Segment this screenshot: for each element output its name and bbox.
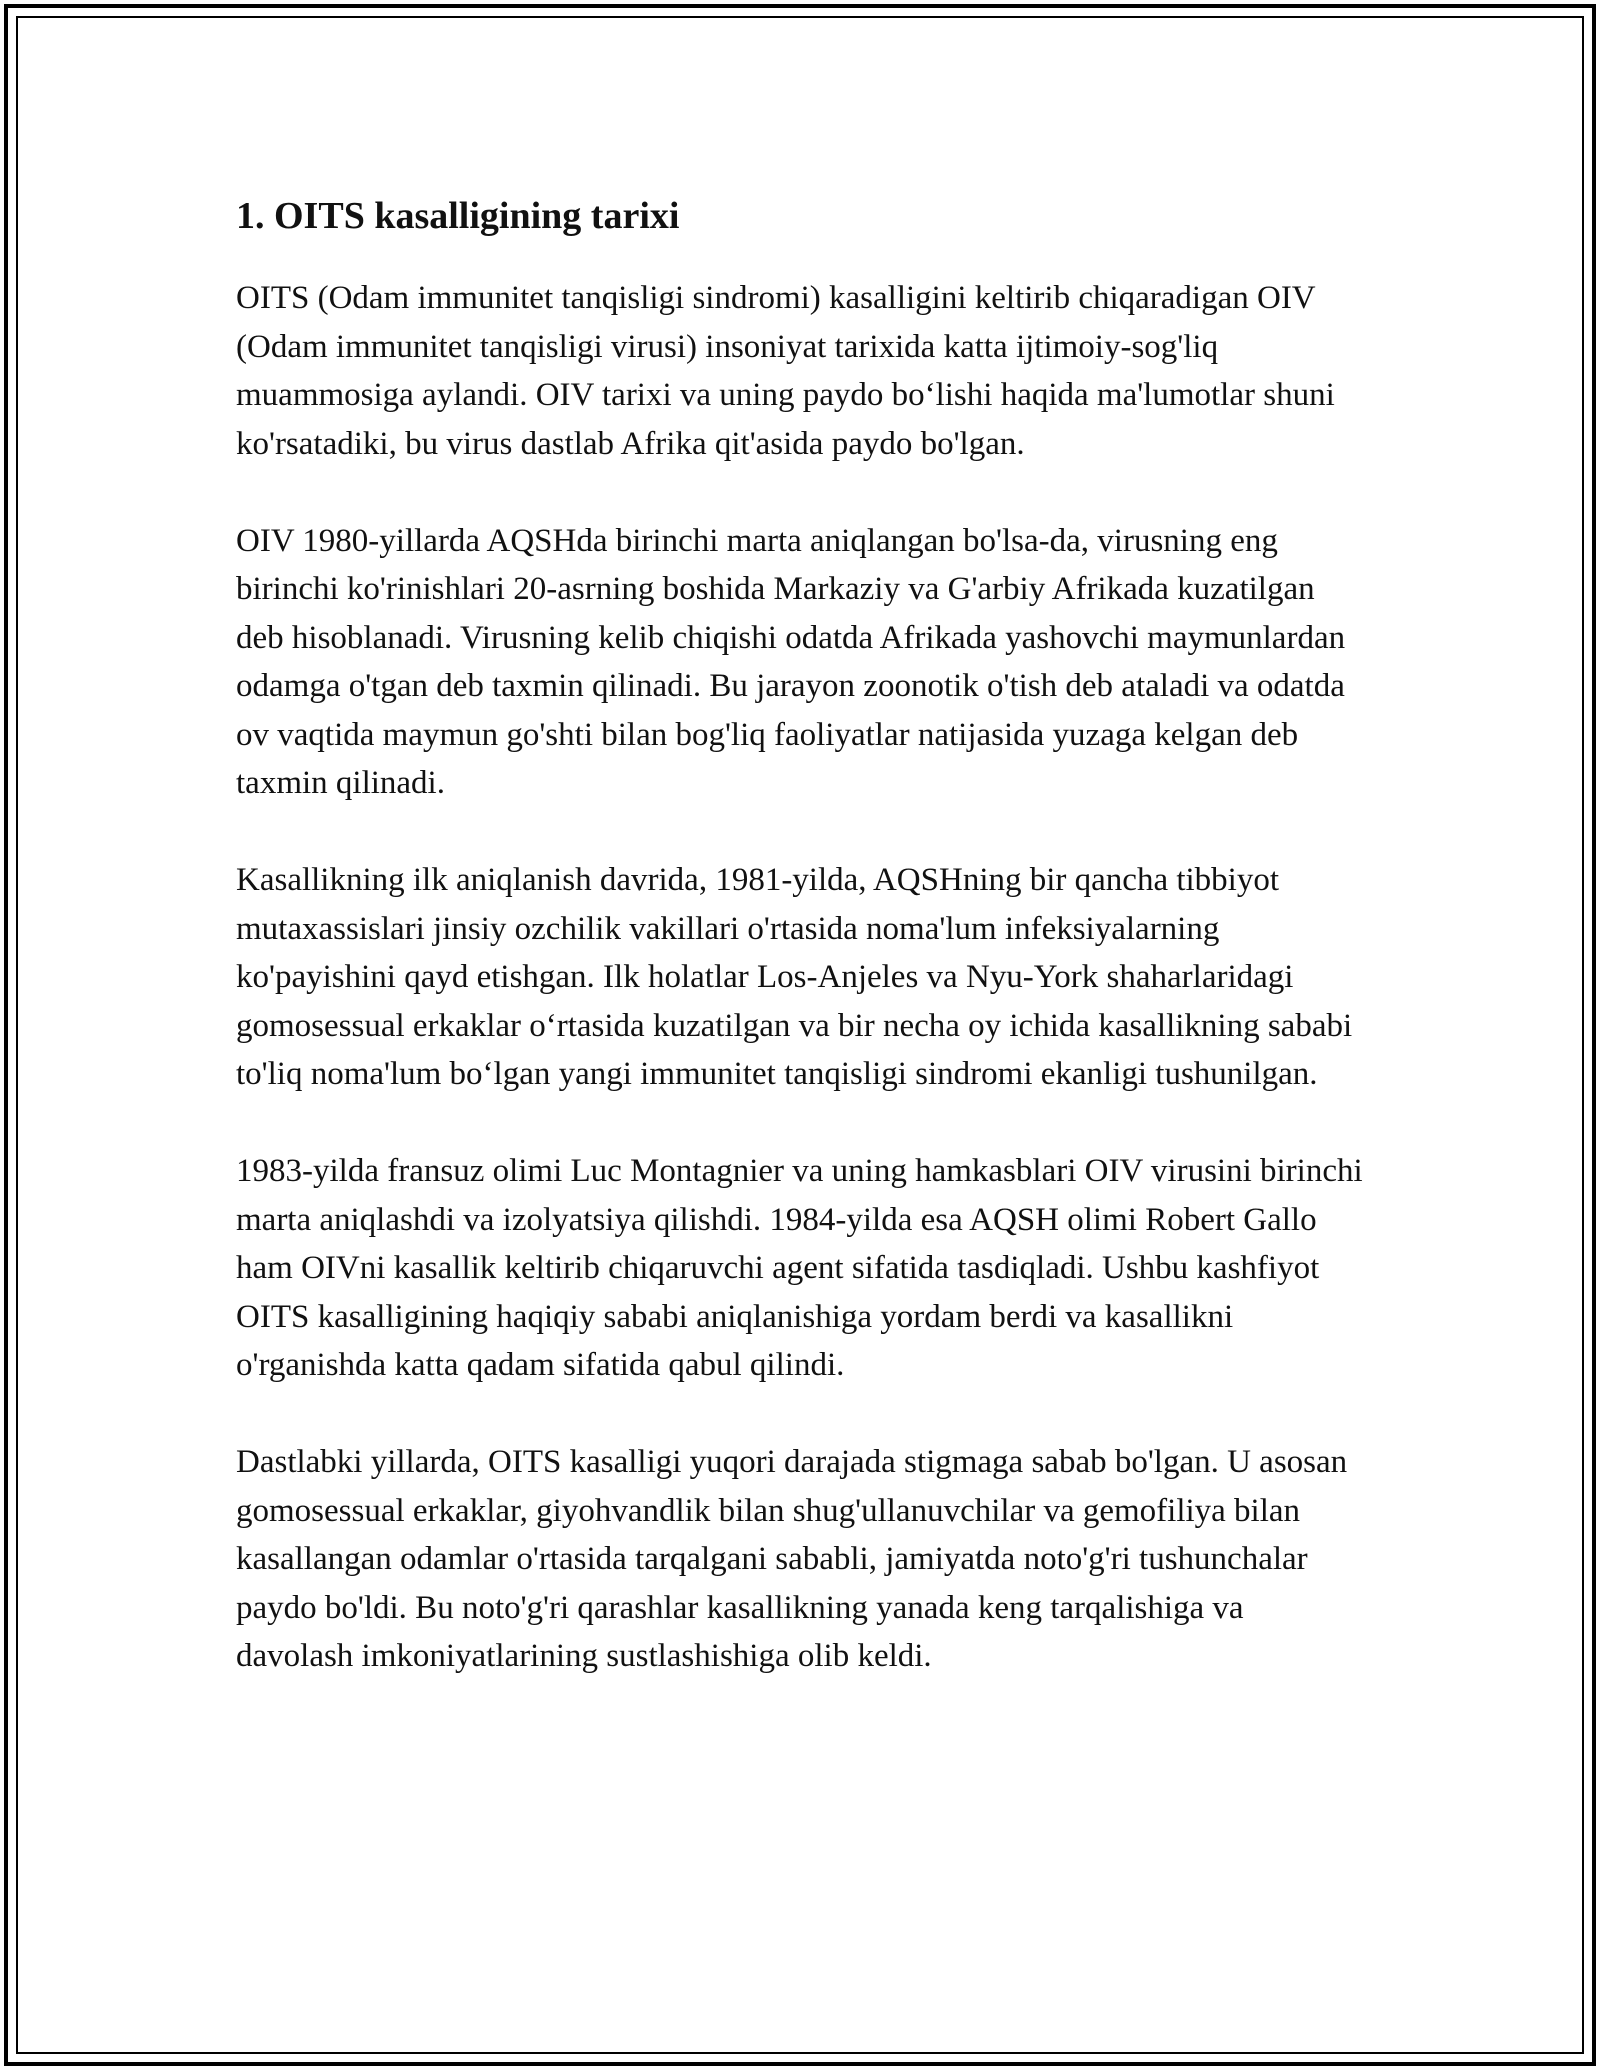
document-body: [236, 186, 1366, 1729]
paragraph-stigma: Dastlabki yillarda, OITS kasalligi yuqori darajada stigmaga sabab bo'lgan. U asosan gomosessual erkaklar, giyohvandlik bilan shug'ullanuvchilar va gemofiliya bilan kasallangan odamlar o'rtasida tarqalgani sababli, jamiyatda noto'g'ri tushunchalar paydo bo'ldi. Bu noto'g'ri qarashlar kasallikning yanada keng tarqalishiga va davolash imkoniyatlarining sustlashishiga olib keldi.: [236, 1444, 1348, 1674]
section-heading: 1. OITS kasalligining tarixi: [236, 195, 680, 237]
paragraph-zoonotic-transmission: OIV 1980-yillarda AQSHda birinchi marta aniqlangan bo'lsa-da, virusning eng birinchi ko'rinishlari 20-asrning boshida Markaziy va G'arbiy Afrikada kuzatilgan deb hisoblanadi. Virusning kelib chiqishi odatda Afrikada yashovchi maymunlardan odamga o'tgan deb taxmin qilinadi. Bu jarayon zoonotik o'tish deb ataladi va odatda ov vaqtida maymun go'shti bilan bog'liq faoliyatlar natijasida yuzaga kelgan deb taxmin qilinadi.: [236, 522, 1346, 801]
paragraph-virus-discovery: 1983-yilda fransuz olimi Luc Montagnier va uning hamkasblari OIV virusini birinchi marta aniqlashdi va izolyatsiya qilishdi. 1984-yilda esa AQSH olimi Robert Gallo ham OIVni kasallik keltirib chiqaruvchi agent sifatida tasdiqladi. Ushbu kashfiyot OITS kasalligining haqiqiy sababi aniqlanishiga yordam berdi va kasallikni o'rganishda katta qadam sifatida qabul qilindi.: [236, 1153, 1363, 1383]
paragraph-first-detection: Kasallikning ilk aniqlanish davrida, 1981-yilda, AQSHning bir qancha tibbiyot mutaxassislari jinsiy ozchilik vakillari o'rtasida noma'lum infeksiyalarning ko'payishini qayd etishgan. Ilk holatlar Los-Anjeles va Nyu-York shaharlaridagi gomosessual erkaklar o‘rtasida kuzatilgan va bir necha oy ichida kasallikning sababi to'liq noma'lum bo‘lgan yangi immunitet tanqisligi sindromi ekanligi tushunilgan.: [236, 862, 1353, 1092]
paragraph-origin: OITS (Odam immunitet tanqisligi sindromi) kasalligini keltirib chiqaradigan OIV (Odam immunitet tanqisligi virusi) insoniyat tarixida katta ijtimoiy-sog'liq muammosiga aylandi. OIV tarixi va uning paydo bo‘lishi haqida ma'lumotlar shuni ko'rsatadiki, bu virus dastlab Afrika qit'asida paydo bo'lgan.: [236, 280, 1335, 462]
